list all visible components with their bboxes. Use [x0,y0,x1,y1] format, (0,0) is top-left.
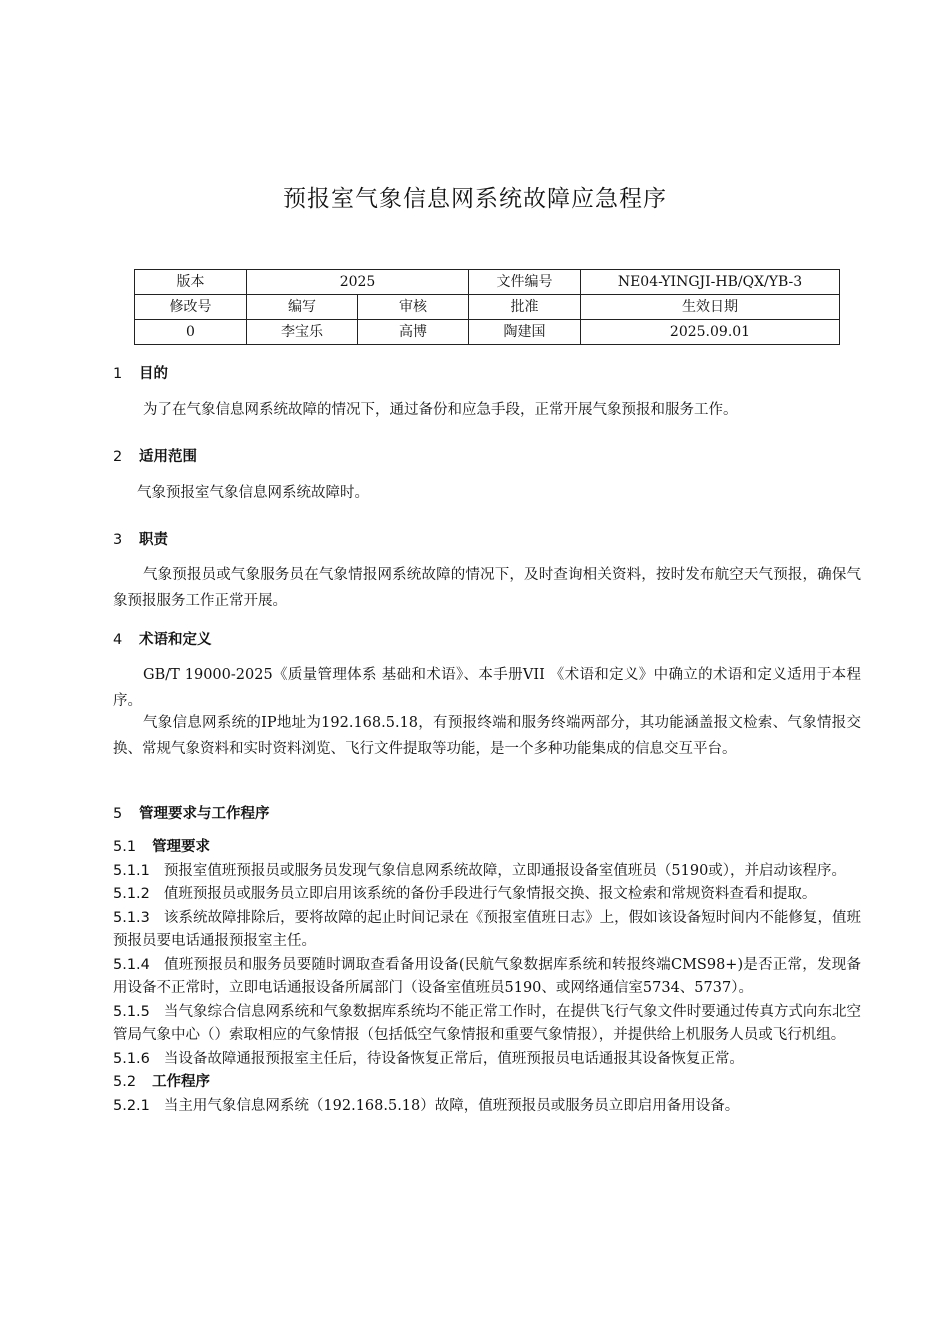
section-5-content [113,836,861,1118]
section-number: 3 [113,532,123,548]
table-row [135,320,840,345]
reviewer-label: 审核 [358,295,469,320]
approver-value: 陶建国 [469,320,581,345]
section-1-body: 为了在气象信息网系统故障的情况下，通过备份和应急手段，正常开展气象预报和服务工作。 [143,402,738,418]
section-number: 2 [113,449,123,465]
doc-number-label: 文件编号 [469,270,581,295]
section-3-body: 气象预报员或气象服务员在气象情报网系统故障的情况下，及时查询相关资料，按时发布航空天气预报，确保气象预报服务工作正常开展。 [113,567,861,609]
subsection-title: 管理要求 [152,839,211,855]
clause-text: 预报室值班预报员或服务员发现气象信息网系统故障，立即通报设备室值班员（5190或），并启动该程序。 [163,862,847,879]
section-title: 适用范围 [139,449,197,465]
revision-value: 0 [135,320,247,345]
section-2-heading [113,445,861,466]
subsection-5-1-heading [113,836,861,860]
clause-number: 5.1.2 [113,886,150,902]
subsection-number: 5.1 [113,839,137,855]
section-2-body: 气象预报室气象信息网系统故障时。 [137,485,369,501]
doc-number-value: NE04-YINGJI-HB/QX/YB-3 [581,270,840,295]
clause-text: 该系统故障排除后，要将故障的起止时间记录在《预报室值班日志》上，假如该设备短时间内不能修复，值班预报员要电话通报预报室主任。 [113,909,861,949]
version-label: 版本 [135,270,247,295]
section-4-heading [113,628,861,649]
section-4-body-2: 气象信息网系统的IP地址为192.168.5.18，有预报终端和服务终端两部分，其功能涵盖报文检索、气象情报交换、常规气象资料和实时资料浏览、飞行文件提取等功能，是一个多种功能集成的信息交互平台。 [113,715,861,757]
section-number: 4 [113,632,123,648]
revision-label: 修改号 [135,295,247,320]
clause-text: 值班预报员和服务员要随时调取查看备用设备(民航气象数据库系统和转报终端CMS98+)是否正常，发现备用设备不正常时，立即电话通报设备所属部门（设备室值班员5190、或网络通信室5734、5737）。 [113,956,861,996]
section-4-body-1: GB/T 19000-2025《质量管理体系 基础和术语》、本手册VII 《术语和定义》中确立的术语和定义适用于本程序。 [113,667,861,709]
section-title: 管理要求与工作程序 [139,806,270,822]
subsection-number: 5.2 [113,1074,137,1090]
document-title: 预报室气象信息网系统故障应急程序 [283,186,667,212]
subsection-5-2-heading [113,1071,861,1095]
clause-5-1-4 [113,954,861,1001]
section-number: 5 [113,806,123,822]
reviewer-value: 高博 [358,320,469,345]
section-title: 术语和定义 [139,632,212,648]
clause-number: 5.1.4 [113,956,150,973]
clause-number: 5.1.5 [113,1003,150,1020]
clause-5-2-1 [113,1095,861,1119]
clause-text: 当设备故障通报预报室主任后，待设备恢复正常后，值班预报员电话通报其设备恢复正常。 [163,1050,744,1067]
section-1-heading [113,362,861,383]
clause-number: 5.1.3 [113,909,150,926]
section-number: 1 [113,366,123,382]
table-row [135,295,840,320]
clause-text: 值班预报员或服务员立即启用该系统的备份手段进行气象情报交换、报文检索和常规资料查看和提取。 [163,886,817,902]
approver-label: 批准 [469,295,581,320]
section-title: 目的 [139,366,168,382]
clause-5-1-1 [113,860,861,884]
clause-text: 当气象综合信息网系统和气象数据库系统均不能正常工作时，在提供飞行气象文件时要通过传真方式向东北空管局气象中心（）索取相应的气象情报（包括低空气象情报和重要气象情报），并提供给上机服务人员或飞行机组。 [113,1003,861,1043]
section-5-heading [113,802,861,823]
author-value: 李宝乐 [247,320,358,345]
effective-date-value: 2025.09.01 [581,320,840,345]
clause-5-1-6 [113,1048,861,1072]
clause-number: 5.1.1 [113,862,150,879]
clause-text: 当主用气象信息网系统（192.168.5.18）故障，值班预报员或服务员立即启用备用设备。 [163,1097,740,1114]
section-title: 职责 [139,532,168,548]
clause-number: 5.2.1 [113,1097,150,1114]
document-info-table [134,269,840,345]
clause-5-1-2 [113,883,861,907]
clause-number: 5.1.6 [113,1050,150,1067]
clause-5-1-3 [113,907,861,954]
author-label: 编写 [247,295,358,320]
table-row [135,270,840,295]
subsection-title: 工作程序 [152,1074,211,1090]
effective-date-label: 生效日期 [581,295,840,320]
version-value: 2025 [247,270,469,295]
section-3-heading [113,528,861,549]
clause-5-1-5 [113,1001,861,1048]
